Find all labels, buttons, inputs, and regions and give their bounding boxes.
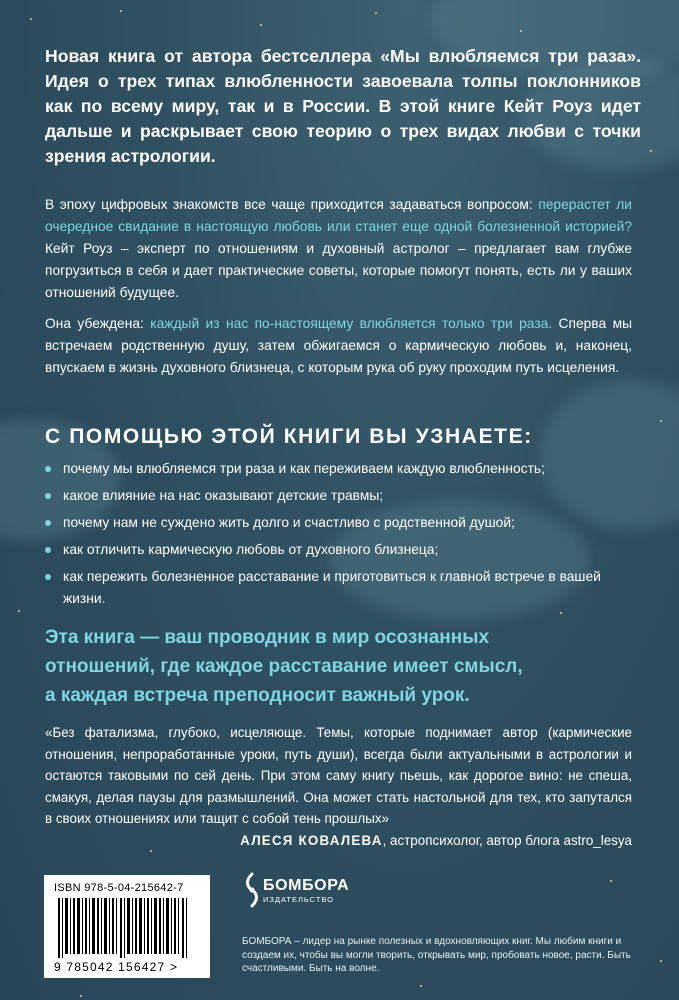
section-heading: С ПОМОЩЬЮ ЭТОЙ КНИГИ ВЫ УЗНАЕТЕ: [45, 425, 533, 448]
barcode-block [44, 875, 210, 978]
publisher-logo-name: БОМБОРА [263, 877, 350, 894]
star [80, 995, 82, 997]
list-item [45, 512, 645, 534]
bombora-logo-icon [242, 872, 262, 908]
star [375, 12, 377, 14]
star [30, 18, 32, 20]
highlight-text: перерастет ли очередное свидание в настоящую любовь или станет еще одной болезненной историей? [45, 197, 632, 234]
barcode-digits: 9 785042 156427 > [54, 960, 179, 974]
reviewer-role: , астропсихолог, автор блога astro_lesya [382, 833, 632, 848]
star [120, 10, 122, 12]
list-item [45, 539, 645, 561]
list-item [45, 458, 645, 480]
list-item [45, 566, 645, 610]
star [650, 150, 652, 152]
review-quote: «Без фатализма, глубоко, исцеляюще. Темы, которые поднимает автор (кармические отношения, непроработанные уроки, путь души), всегда были актуальными в астрологии и остаются таковыми по сей день. При этом саму книгу пьешь, как дорогое вино: не спеша, смакуя, делая паузы для размышлений. Она может стать настольной для тех, кто запутался в своих отношениях или тащит с собой тень прошлых» [45, 725, 632, 826]
paragraph-three-loves [45, 313, 632, 379]
bullet-icon [45, 574, 51, 580]
star [660, 420, 662, 422]
list-item-text: как отличить кармическую любовь от духовного близнеца; [63, 542, 439, 557]
bullet-icon [45, 466, 51, 472]
reviewer-name: АЛЕСЯ КОВАЛЕВА [240, 833, 383, 848]
accent-statement [45, 623, 645, 710]
publisher-logo-subtitle: ИЗДАТЕЛЬСТВО [263, 895, 335, 904]
intro-paragraph: Новая книга от автора бестселлера «Мы влюбляемся три раза». Идея о трех типах влюбленности завоевала толпы поклонников как по всему миру, так и в России. В этой книге Кейт Роуз идет дальше и раскрывает свою теорию о трех видах любви с точки зрения астрологии. [45, 46, 641, 166]
star [18, 610, 20, 612]
star [150, 850, 152, 852]
paragraph-dating [45, 194, 632, 304]
paragraph-text: Сперва мы встречаем родственную душу, затем обжигаемся о кармическую любовь и, наконец, впускаем в жизнь духовного близнеца, с которым рука об руку проходим путь исцеления. [45, 316, 632, 375]
star [260, 24, 262, 26]
list-item-text: почему нам не суждено жить долго и счастливо с родственной душой; [63, 515, 515, 530]
bullet-icon [45, 520, 51, 526]
accent-line: отношений, где каждое расставание имеет смысл, [45, 656, 523, 677]
isbn-text: ISBN 978-5-04-215642-7 [54, 882, 184, 894]
accent-line: а каждая встреча преподносит важный урок. [45, 685, 470, 706]
publisher-description: БОМБОРА – лидер на рынке полезных и вдохновляющих книг. Мы любим книги и создаем их, чтобы вы могли творить, открывать мир, пробовать новое, расти. Быть счастливыми. Быть на волне. [242, 936, 631, 974]
list-item-text: почему мы влюбляемся три раза и как переживаем каждую влюбленность; [63, 461, 545, 476]
star [610, 880, 612, 882]
paragraph-text: В эпоху цифровых знакомств все чаще приходится задаваться вопросом: [45, 197, 539, 212]
barcode-icon [58, 898, 198, 958]
paragraph-text: Она убеждена: [45, 316, 151, 331]
star [420, 985, 422, 987]
list-item [45, 485, 645, 507]
paragraph-text: Кейт Роуз – эксперт по отношениям и духовный астролог – предлагает вам глубже погрузиться в себя и дает практические советы, которые помогут понять, есть ли у ваших отношений будущее. [45, 241, 632, 300]
bullet-icon [45, 547, 51, 553]
highlight-text: каждый из нас по-настоящему влюбляется только три раза. [150, 316, 553, 331]
list-item-text: как пережить болезненное расставание и приготовиться к главной встрече в вашей жизни. [63, 569, 601, 606]
bullet-list [45, 458, 645, 615]
bullet-icon [45, 493, 51, 499]
star [520, 30, 522, 32]
quote-attribution [240, 833, 632, 848]
accent-line: Эта книга — ваш проводник в мир осознанных [45, 627, 490, 648]
star [660, 960, 662, 962]
list-item-text: какое влияние на нас оказывают детские травмы; [63, 488, 384, 503]
